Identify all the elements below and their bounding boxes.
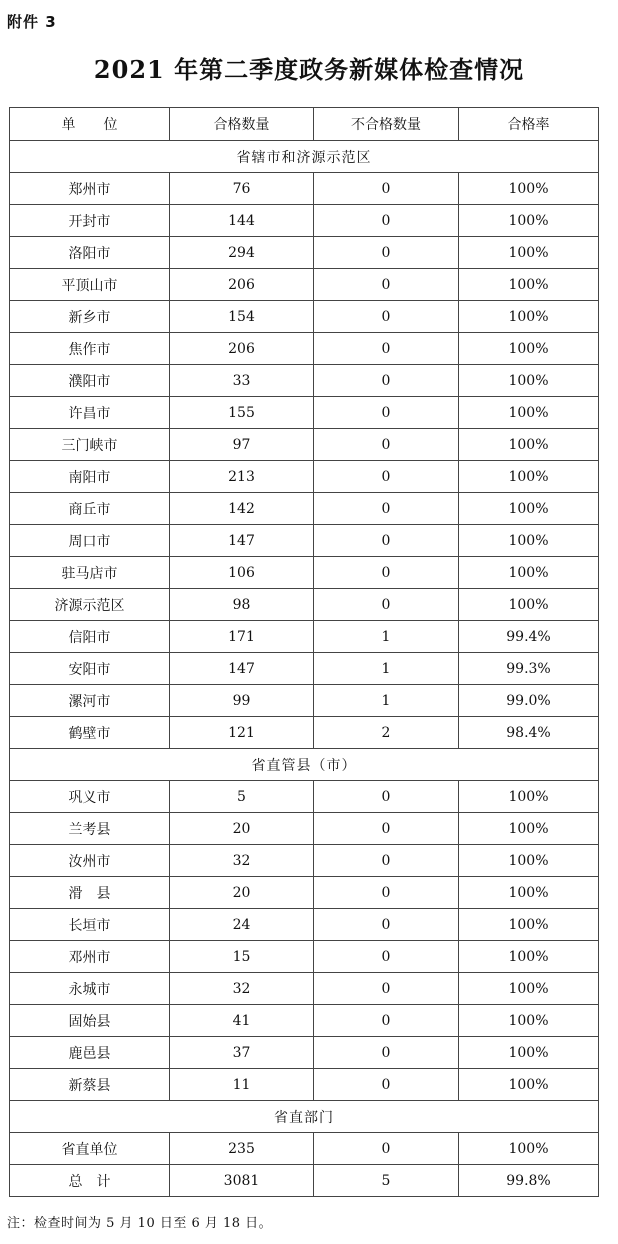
cell-unqualified-count: 0 — [314, 813, 459, 845]
cell-qualified-rate: 100% — [459, 365, 599, 397]
cell-unqualified-count: 0 — [314, 557, 459, 589]
cell-qualified-count: 154 — [170, 301, 314, 333]
cell-qualified-count: 76 — [170, 173, 314, 205]
table-row — [10, 493, 599, 525]
section-header-row — [10, 749, 599, 781]
cell-unqualified-count: 0 — [314, 1133, 459, 1165]
cell-unit: 固始县 — [10, 1005, 170, 1037]
cell-qualified-count: 147 — [170, 653, 314, 685]
cell-qualified-rate: 100% — [459, 1069, 599, 1101]
cell-unit: 开封市 — [10, 205, 170, 237]
table-row — [10, 621, 599, 653]
table-body — [10, 141, 599, 1197]
cell-unit: 焦作市 — [10, 333, 170, 365]
cell-unqualified-count: 5 — [314, 1165, 459, 1197]
cell-qualified-count: 3081 — [170, 1165, 314, 1197]
cell-qualified-count: 294 — [170, 237, 314, 269]
cell-unit: 漯河市 — [10, 685, 170, 717]
cell-qualified-rate: 100% — [459, 461, 599, 493]
table-row — [10, 397, 599, 429]
table-row — [10, 269, 599, 301]
cell-qualified-count: 97 — [170, 429, 314, 461]
cell-qualified-rate: 100% — [459, 397, 599, 429]
cell-unit: 鹿邑县 — [10, 1037, 170, 1069]
cell-unit: 滑 县 — [10, 877, 170, 909]
cell-unqualified-count: 0 — [314, 845, 459, 877]
cell-qualified-count: 33 — [170, 365, 314, 397]
cell-qualified-rate: 100% — [459, 973, 599, 1005]
cell-unqualified-count: 0 — [314, 973, 459, 1005]
table-row — [10, 909, 599, 941]
cell-unqualified-count: 0 — [314, 269, 459, 301]
cell-qualified-count: 98 — [170, 589, 314, 621]
cell-qualified-count: 155 — [170, 397, 314, 429]
cell-unqualified-count: 0 — [314, 493, 459, 525]
cell-qualified-count: 206 — [170, 333, 314, 365]
header-qualified-rate: 合格率 — [459, 108, 599, 141]
section-title: 省辖市和济源示范区 — [10, 141, 599, 173]
cell-qualified-rate: 100% — [459, 941, 599, 973]
cell-unqualified-count: 0 — [314, 941, 459, 973]
cell-unqualified-count: 0 — [314, 461, 459, 493]
table-row — [10, 717, 599, 749]
cell-unqualified-count: 0 — [314, 333, 459, 365]
cell-unqualified-count: 1 — [314, 685, 459, 717]
cell-qualified-count: 5 — [170, 781, 314, 813]
cell-unqualified-count: 1 — [314, 621, 459, 653]
cell-unit: 省直单位 — [10, 1133, 170, 1165]
cell-unit: 许昌市 — [10, 397, 170, 429]
cell-qualified-rate: 100% — [459, 429, 599, 461]
cell-qualified-rate: 100% — [459, 269, 599, 301]
cell-unit: 长垣市 — [10, 909, 170, 941]
table-row — [10, 1005, 599, 1037]
cell-qualified-rate: 98.4% — [459, 717, 599, 749]
inspection-table — [9, 107, 599, 1197]
cell-unit: 驻马店市 — [10, 557, 170, 589]
cell-qualified-count: 121 — [170, 717, 314, 749]
cell-unit: 鹤壁市 — [10, 717, 170, 749]
table-row — [10, 365, 599, 397]
cell-qualified-rate: 100% — [459, 781, 599, 813]
cell-qualified-rate: 100% — [459, 557, 599, 589]
table-row — [10, 173, 599, 205]
cell-unit: 济源示范区 — [10, 589, 170, 621]
cell-qualified-rate: 100% — [459, 301, 599, 333]
cell-unqualified-count: 0 — [314, 397, 459, 429]
cell-qualified-rate: 100% — [459, 1133, 599, 1165]
cell-unqualified-count: 0 — [314, 589, 459, 621]
section-title: 省直部门 — [10, 1101, 599, 1133]
section-title: 省直管县（市） — [10, 749, 599, 781]
cell-qualified-rate: 100% — [459, 493, 599, 525]
table-row — [10, 845, 599, 877]
table-row — [10, 1165, 599, 1197]
cell-qualified-rate: 100% — [459, 909, 599, 941]
cell-unit: 安阳市 — [10, 653, 170, 685]
cell-qualified-rate: 100% — [459, 205, 599, 237]
table-row — [10, 333, 599, 365]
cell-qualified-rate: 99.4% — [459, 621, 599, 653]
cell-qualified-count: 144 — [170, 205, 314, 237]
cell-qualified-rate: 100% — [459, 1037, 599, 1069]
cell-unit: 巩义市 — [10, 781, 170, 813]
cell-qualified-count: 106 — [170, 557, 314, 589]
cell-unit: 南阳市 — [10, 461, 170, 493]
cell-unit: 三门峡市 — [10, 429, 170, 461]
cell-qualified-rate: 100% — [459, 525, 599, 557]
cell-qualified-count: 99 — [170, 685, 314, 717]
table-row — [10, 589, 599, 621]
cell-qualified-rate: 100% — [459, 877, 599, 909]
cell-qualified-count: 20 — [170, 813, 314, 845]
header-unqualified-count: 不合格数量 — [314, 108, 459, 141]
page-title: 2021 年第二季度政务新媒体检查情况 — [93, 55, 525, 84]
section-header-row — [10, 1101, 599, 1133]
section-header-row — [10, 141, 599, 173]
cell-unqualified-count: 2 — [314, 717, 459, 749]
table-row — [10, 653, 599, 685]
cell-unqualified-count: 0 — [314, 909, 459, 941]
cell-unqualified-count: 0 — [314, 237, 459, 269]
cell-qualified-rate: 99.3% — [459, 653, 599, 685]
table-row — [10, 781, 599, 813]
cell-unit: 总 计 — [10, 1165, 170, 1197]
table-row — [10, 973, 599, 1005]
table-row — [10, 205, 599, 237]
cell-qualified-count: 235 — [170, 1133, 314, 1165]
table-row — [10, 1133, 599, 1165]
cell-unqualified-count: 1 — [314, 653, 459, 685]
cell-qualified-count: 20 — [170, 877, 314, 909]
table-row — [10, 237, 599, 269]
header-unit: 单 位 — [10, 108, 170, 141]
header-qualified-count: 合格数量 — [170, 108, 314, 141]
cell-unqualified-count: 0 — [314, 429, 459, 461]
cell-unqualified-count: 0 — [314, 365, 459, 397]
cell-unqualified-count: 0 — [314, 1005, 459, 1037]
cell-unit: 汝州市 — [10, 845, 170, 877]
cell-qualified-rate: 100% — [459, 237, 599, 269]
cell-unit: 商丘市 — [10, 493, 170, 525]
cell-unit: 永城市 — [10, 973, 170, 1005]
table-row — [10, 301, 599, 333]
cell-qualified-rate: 99.8% — [459, 1165, 599, 1197]
cell-qualified-count: 171 — [170, 621, 314, 653]
header-row — [10, 108, 599, 141]
cell-qualified-rate: 100% — [459, 813, 599, 845]
table-row — [10, 461, 599, 493]
cell-unit: 平顶山市 — [10, 269, 170, 301]
cell-qualified-count: 206 — [170, 269, 314, 301]
attachment-label: 附件 3 — [7, 13, 57, 31]
cell-unit: 兰考县 — [10, 813, 170, 845]
cell-qualified-count: 213 — [170, 461, 314, 493]
cell-unqualified-count: 0 — [314, 173, 459, 205]
cell-unqualified-count: 0 — [314, 205, 459, 237]
cell-qualified-rate: 100% — [459, 845, 599, 877]
cell-unit: 邓州市 — [10, 941, 170, 973]
cell-qualified-rate: 100% — [459, 173, 599, 205]
table-row — [10, 525, 599, 557]
cell-unit: 新蔡县 — [10, 1069, 170, 1101]
cell-qualified-count: 37 — [170, 1037, 314, 1069]
cell-qualified-count: 41 — [170, 1005, 314, 1037]
cell-qualified-rate: 99.0% — [459, 685, 599, 717]
cell-unit: 洛阳市 — [10, 237, 170, 269]
cell-qualified-count: 24 — [170, 909, 314, 941]
cell-unit: 周口市 — [10, 525, 170, 557]
cell-unqualified-count: 0 — [314, 525, 459, 557]
table-row — [10, 1037, 599, 1069]
cell-unqualified-count: 0 — [314, 781, 459, 813]
cell-qualified-count: 11 — [170, 1069, 314, 1101]
table-row — [10, 813, 599, 845]
cell-qualified-count: 32 — [170, 845, 314, 877]
cell-unqualified-count: 0 — [314, 1069, 459, 1101]
cell-unit: 郑州市 — [10, 173, 170, 205]
table-row — [10, 429, 599, 461]
table-row — [10, 685, 599, 717]
cell-unqualified-count: 0 — [314, 877, 459, 909]
footnote: 注：检查时间为 5 月 10 日至 6 月 18 日。 — [7, 1216, 273, 1231]
cell-qualified-count: 32 — [170, 973, 314, 1005]
cell-qualified-count: 142 — [170, 493, 314, 525]
table-row — [10, 941, 599, 973]
cell-qualified-count: 15 — [170, 941, 314, 973]
cell-unqualified-count: 0 — [314, 1037, 459, 1069]
table-row — [10, 557, 599, 589]
table-row — [10, 1069, 599, 1101]
cell-unqualified-count: 0 — [314, 301, 459, 333]
cell-unit: 濮阳市 — [10, 365, 170, 397]
cell-qualified-count: 147 — [170, 525, 314, 557]
cell-qualified-rate: 100% — [459, 333, 599, 365]
cell-unit: 新乡市 — [10, 301, 170, 333]
cell-qualified-rate: 100% — [459, 1005, 599, 1037]
table-row — [10, 877, 599, 909]
cell-qualified-rate: 100% — [459, 589, 599, 621]
cell-unit: 信阳市 — [10, 621, 170, 653]
